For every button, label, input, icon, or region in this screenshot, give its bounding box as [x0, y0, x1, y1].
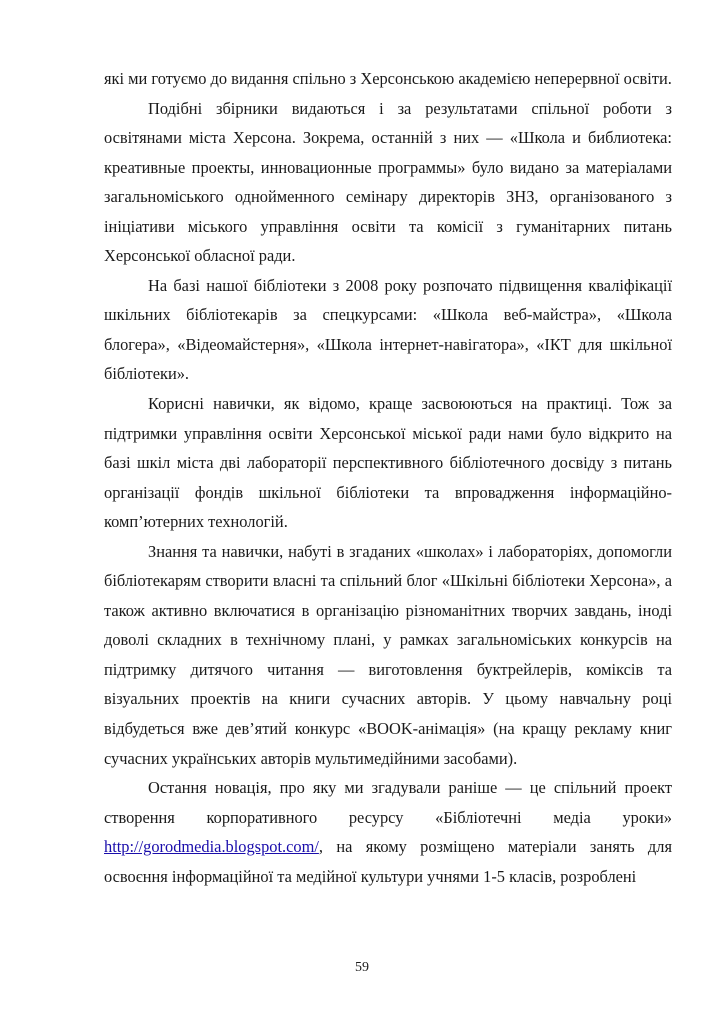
paragraph-laboratories: Корисні навички, як відомо, краще засвоюються на практиці. Тож за підтримки управління освіти Херсонської міської ради нами було відкрито на базі шкіл міста дві лабораторії перспективного бібліотечного досвіду з питань організації фондів шкільної бібліотеки та впровадження інформаційно-комп’ютерних технологій. — [104, 394, 672, 532]
paragraph-competitions: Знання та навички, набуті в згаданих «школах» і лабораторіях, допомогли бібліотекарям створити власні та спільний блог «Шкільні бібліотеки Херсона», а також активно включатися в організацію різноманітних творчих завдань, іноді доволі складних в технічному плані, у рамках загальноміських конкурсів на підтримку дитячого читання — виготовлення буктрейлерів, коміксів та візуальних проектів на книги сучасних авторів. У цьому навчальну році відбудеться вже дев’ятий конкурс «BOOK-анімація» (на кращу рекламу книг сучасних українських авторів мультимедійними засобами). — [104, 541, 672, 768]
media-lessons-text-after: , на якому розміщено матеріали занять для освоєння інформаційної та медійної культури учнями 1-5 класів, розроблені — [104, 837, 672, 886]
paragraph-continuation: які ми готуємо до видання спільно з Херсонською академією неперервної освіти. — [104, 69, 672, 88]
paragraph-collections: Подібні збірники видаються і за результатами спільної роботи з освітянами міста Херсона. Зокрема, останній з них — «Школа и библиотека: креативные проекты, инновационные программы» було видано за матеріалами загальноміського однойменного семінару директорів ЗНЗ, організованого з ініціативи міського управління освіти та комісії з гуманітарних питань Херсонської обласної ради. — [104, 98, 672, 266]
body-text — [104, 64, 672, 891]
page-number: 59 — [355, 960, 369, 975]
paragraph-training-courses: На базі нашої бібліотеки з 2008 року розпочато підвищення кваліфікації шкільних бібліотекарів за спецкурсами: «Школа веб-майстра», «Школа блогера», «Відеомайстерня», «Школа інтернет-навігатора», «ІКТ для шкільної бібліотеки». — [104, 275, 672, 384]
gorodmedia-blog-link[interactable]: http://gorodmedia.blogspot.com/ — [104, 837, 319, 857]
paragraph-media-lessons — [104, 773, 672, 891]
media-lessons-text-before: Остання новація, про яку ми згадували раніше — це спільний проект створення корпоративного ресурсу «Бібліотечні медіа уроки» — [104, 778, 672, 827]
